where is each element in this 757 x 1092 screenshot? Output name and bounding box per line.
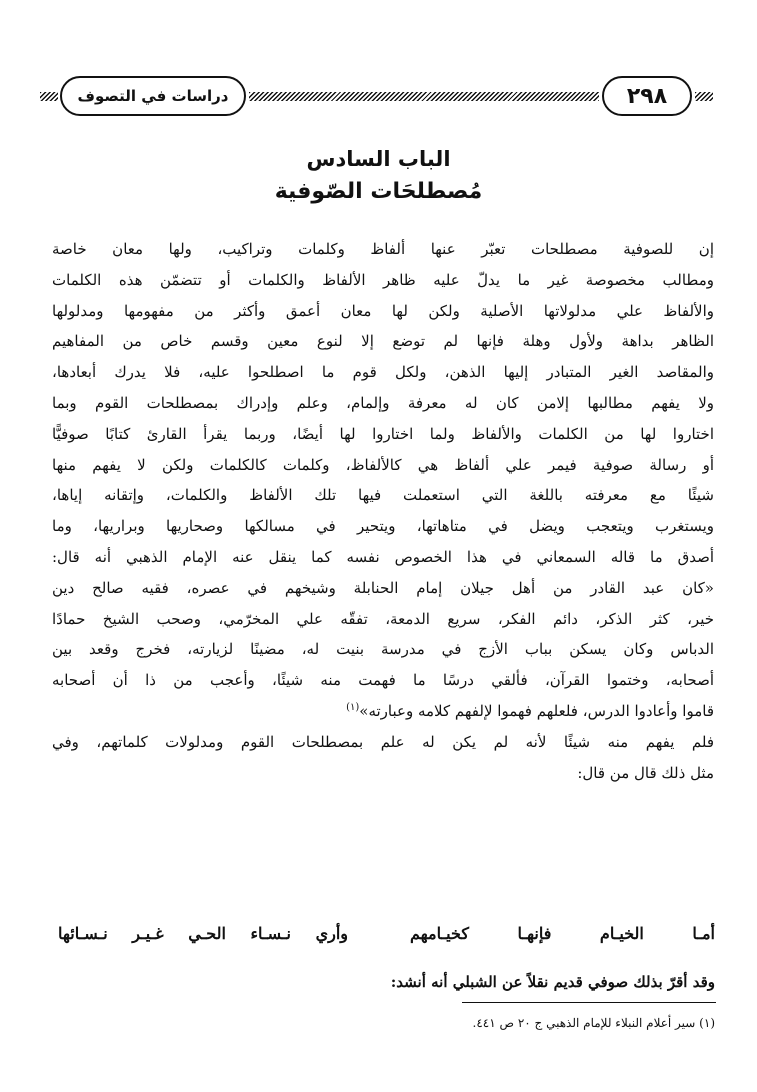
quote-line: الدباس وكان يسكن بباب الأزج في مدرسة بنيت له، مضينًا لزيارته، فخرج وقعد بين xyxy=(52,640,714,659)
body-line: ويستغرب ويتعجب ويضل في متاهاتها، ويتحير في مسالكها وصحاريها وبراريها، وما xyxy=(52,517,714,536)
body-line: إن للصوفية مصطلحات تعبّر عنها ألفاظ وكلمات وتراكيب، ولها معان خاصة xyxy=(52,240,714,258)
page-number: ٢٩٨ xyxy=(626,83,668,109)
body-line: فلم يفهم منه شيئًا لأنه لم يكن له علم بمصطلحات القوم ومدلولات كلماتهم، وفي xyxy=(52,732,714,751)
body-line: اختاروا لها من الكلمات والألفاظ ولما اختاروا لها أيضًا، وربما يقرأ القارئ كتابًا صوفيًّا xyxy=(52,424,714,443)
header-ornament-rule xyxy=(40,92,58,101)
poem-second-hemistich: وأري نـسـاء الحـي غـيـر نـسـائها xyxy=(58,924,348,943)
body-line: ولا يفهم مطالبها إلامن كان له معرفة وإلمام، وعلم وإدراك بمصطلحات القوم وبما xyxy=(52,393,714,412)
page-number-badge xyxy=(602,76,692,116)
narration-line: وقد أقرّ بذلك صوفي قديم نقلاً عن الشبلي أنه أنشد: xyxy=(390,973,715,991)
book-title-badge xyxy=(60,76,246,116)
quote-last-line xyxy=(52,696,714,727)
chapter-title: الباب السادس xyxy=(306,147,451,171)
book-title: دراسات في التصوف xyxy=(77,87,229,105)
body-line: مثل ذلك قال من قال: xyxy=(577,763,714,782)
footnote-marker: (١) xyxy=(346,701,360,713)
body-line: والألفاظ علي مدلولاتها الأصلية ولكن لها معان أعمق وأكثر من مفهومها ومدلولها xyxy=(52,301,714,320)
body-line: والمقاصد الغير المتبادر إليها الذهن، ولكل قوم ما اصطلحوا عليه، فلا يدرك أبعادها، xyxy=(52,363,714,382)
quote-line-text: قاموا وأعادوا الدرس، فلعلهم فهموا لإلفهم كلامه وعبارته» xyxy=(359,701,714,720)
header-ornament-rule xyxy=(249,92,599,101)
body-line: أصدق ما قاله السمعاني في هذا الخصوص نفسه كما ينقل عنه الإمام الذهبي أنه قال: xyxy=(52,547,714,566)
body-text xyxy=(52,234,714,788)
header-ornament-rule xyxy=(695,92,713,101)
quote-line: أصحابه، وختموا القرآن، فألقي درسًا ما فهمت منه شيئًا، وأعجب من ذا أن أصحابه xyxy=(52,671,714,690)
poem-first-hemistich: أمـا الخيـام فإنهـا كخيـامهم xyxy=(410,924,715,943)
quote-line: خير، كثر الذكر، دائم الفكر، سريع الدمعة، تفقّه علي المخرّمي، وصحب الشيخ حمادًا xyxy=(52,609,714,628)
chapter-subtitle: مُصطلحَات الصّوفية xyxy=(274,179,483,204)
body-line: شيئًا مع معرفته باللغة التي استعملت فيها تلك الألفاظ والكلمات، وإتقانه إياها، xyxy=(52,486,714,505)
body-line: ومطالب مخصوصة غير ما يدلّ عليه ظاهر الألفاظ والكلمات أو تتضمّن هذه الكلمات xyxy=(52,270,714,289)
body-line: الظاهر بداهة ولأول وهلة فإنها لم توضع إلا لنوع معين وقسم خاص من المفاهيم xyxy=(52,332,714,351)
footnote-text: (١) سير أعلام النبلاء للإمام الذهبي ج ٢٠ ص ٤٤١. xyxy=(472,1016,715,1030)
footnote-separator xyxy=(462,1002,716,1003)
running-header xyxy=(40,74,713,122)
quote-line: «كان عبد القادر من أهل جيلان إمام الحنابلة وشيخهم في عصره، فقيه صالح دين xyxy=(52,578,714,597)
body-line: أو رسالة صوفية فيمر علي ألفاظ هي كالألفاظ، وكلمات كالكلمات ولكن لا يفهم منها xyxy=(52,455,714,474)
